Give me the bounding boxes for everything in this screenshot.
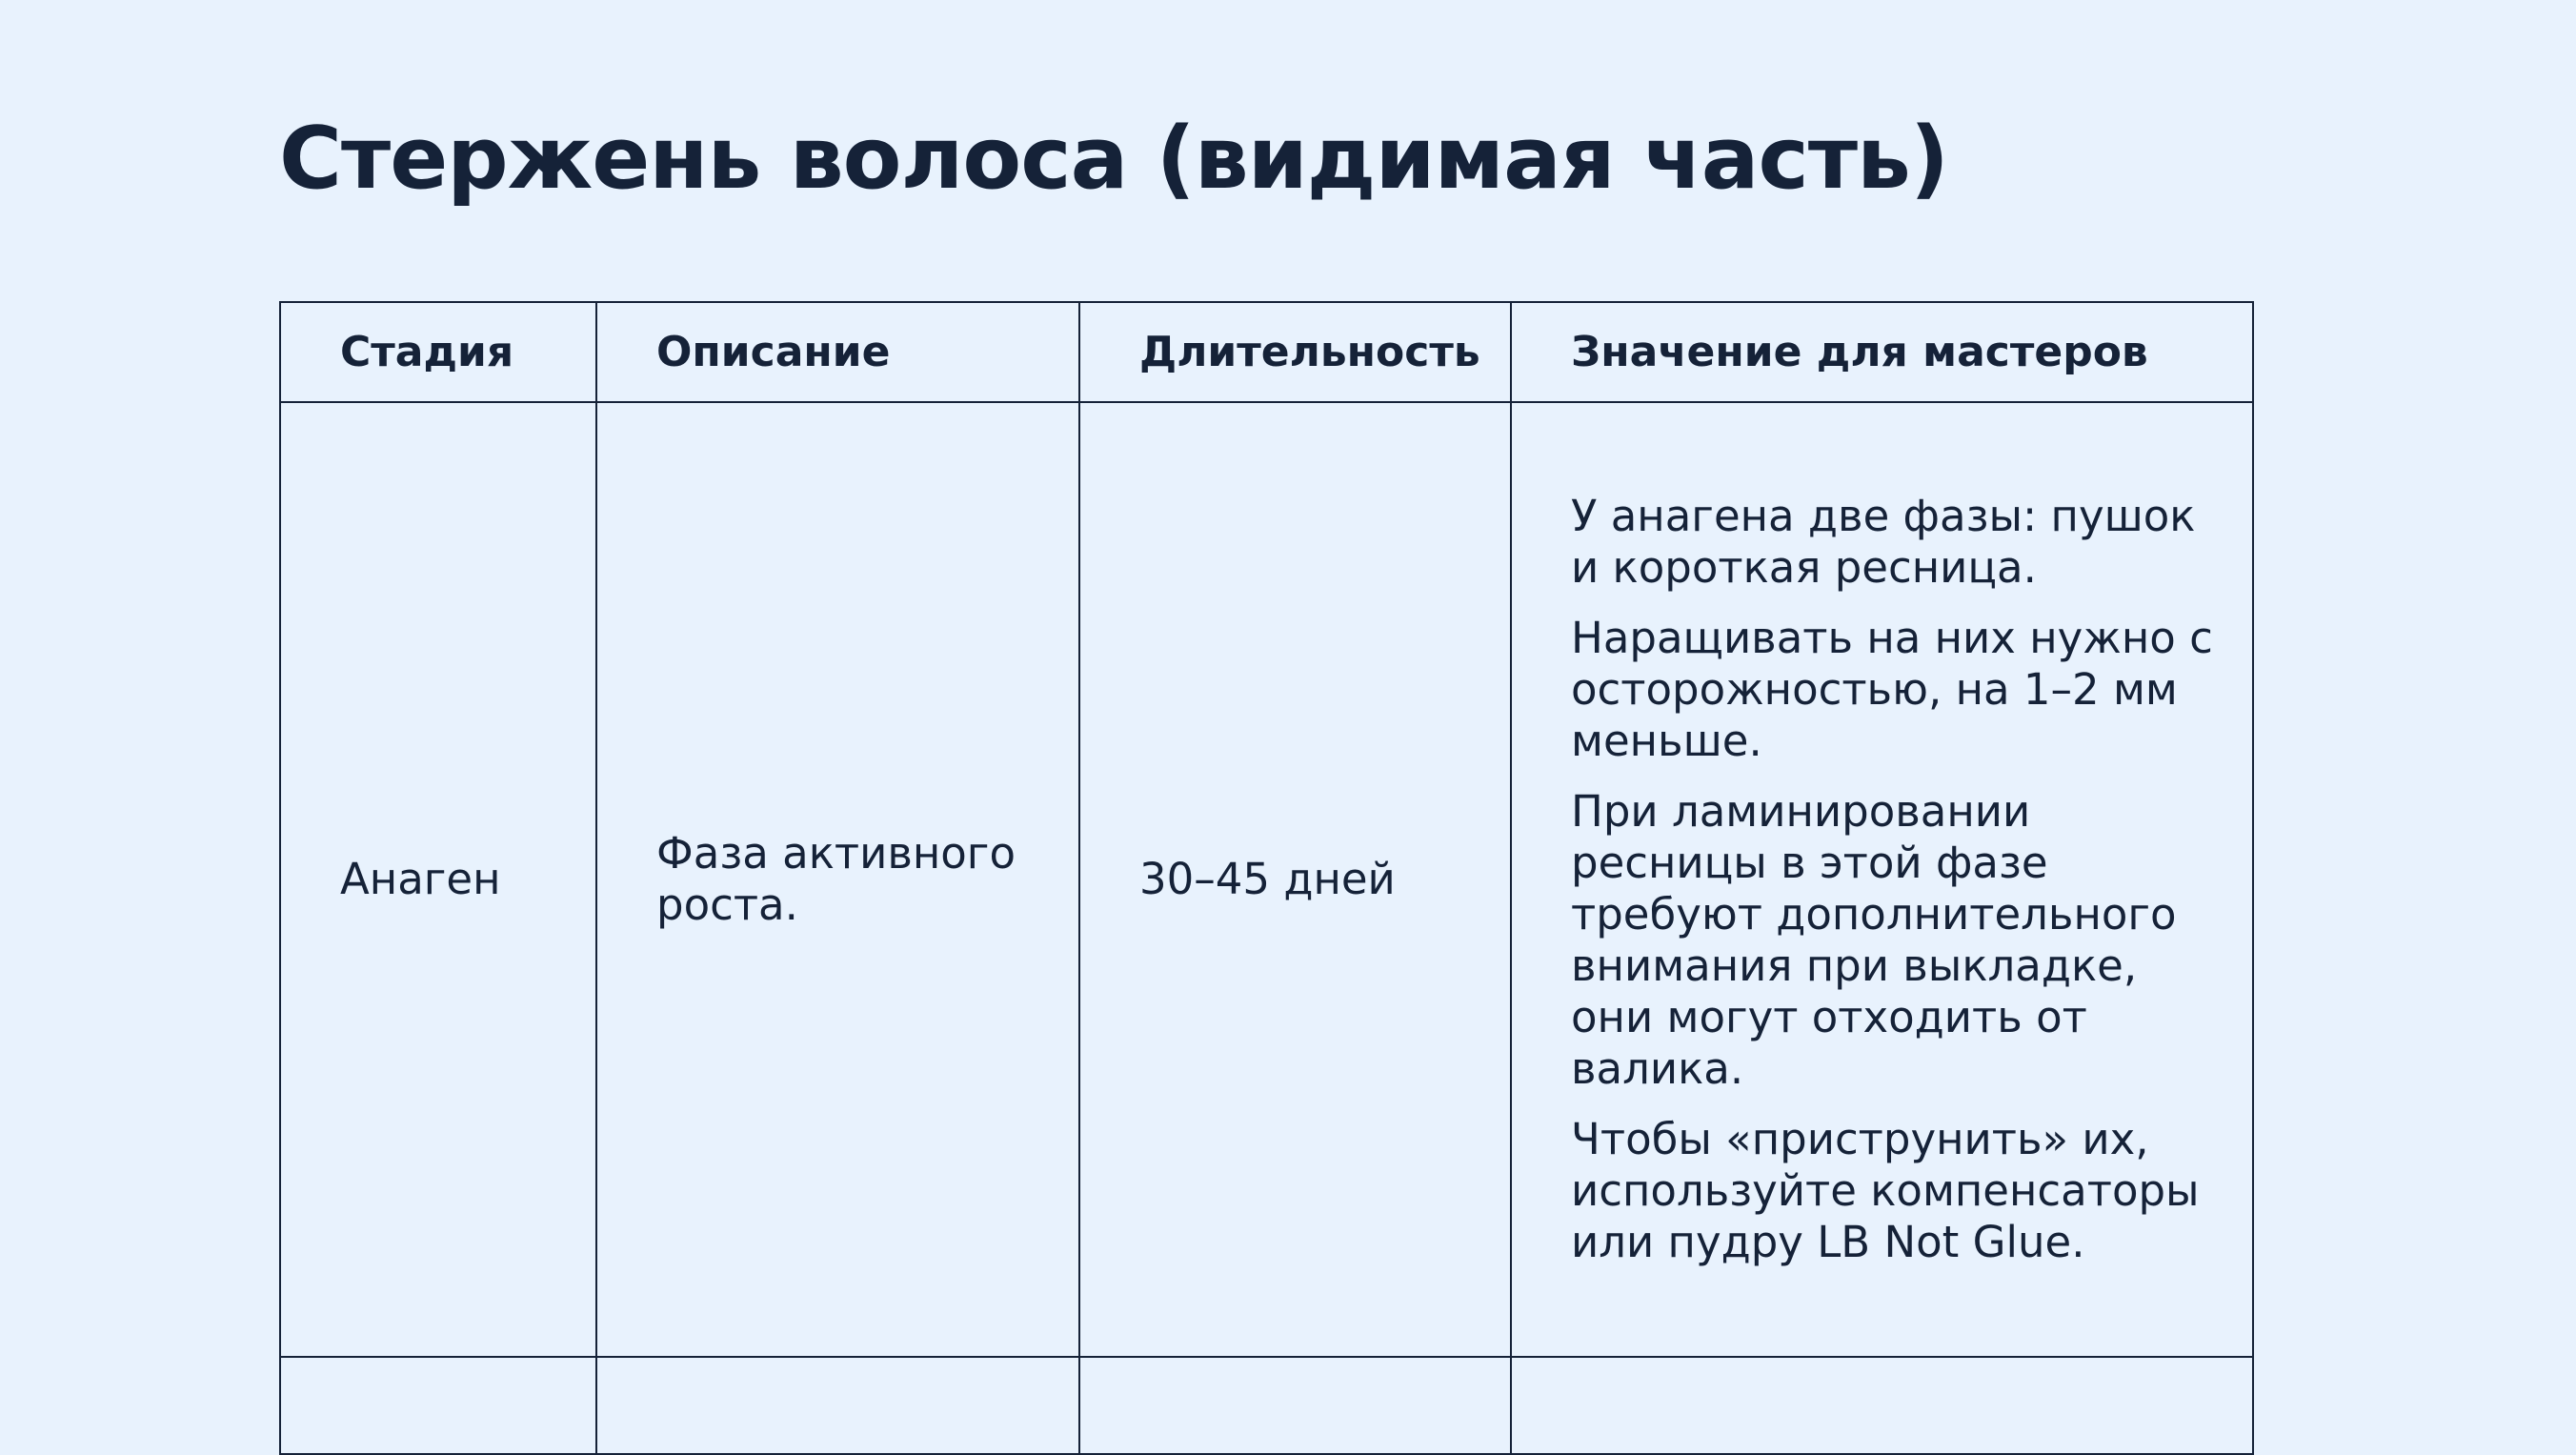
notes-cell [1511,402,2253,1357]
stage-cell [280,1357,596,1454]
duration-cell [1079,1357,1511,1454]
table-header [280,302,2253,402]
notes-paragraph: У анагена две фазы: пушок и короткая ресница. [1571,491,2196,593]
table-body [280,402,2253,1454]
notes-paragraph: Наращивать на них нужно с осторожностью, на 1–2 мм меньше. [1571,613,2213,766]
notes-paragraph: При ламинировании ресницы в этой фазе требуют дополнительного внимания при выкладке, они могут отходить от валика. [1571,786,2177,1094]
column-header-description: Описание [596,302,1079,402]
hair-stages-table [279,301,2254,1455]
column-header-stage: Стадия [280,302,596,402]
notes-paragraph: Чтобы «приструнить» их, используйте компенсаторы или пудру LB Not Glue. [1571,1114,2200,1267]
table-header-row [280,302,2253,402]
column-header-notes: Значение для мастеров [1511,302,2253,402]
description-cell [596,1357,1079,1454]
description-cell: Фаза активного роста. [596,402,1079,1357]
duration-cell: 30–45 дней [1079,402,1511,1357]
table-row [280,402,2253,1357]
table-row [280,1357,2253,1454]
stage-cell: Анаген [280,402,596,1357]
notes-cell [1511,1357,2253,1454]
column-header-duration: Длительность [1079,302,1511,402]
page-title: Стержень волоса (видимая часть) [279,109,1949,209]
